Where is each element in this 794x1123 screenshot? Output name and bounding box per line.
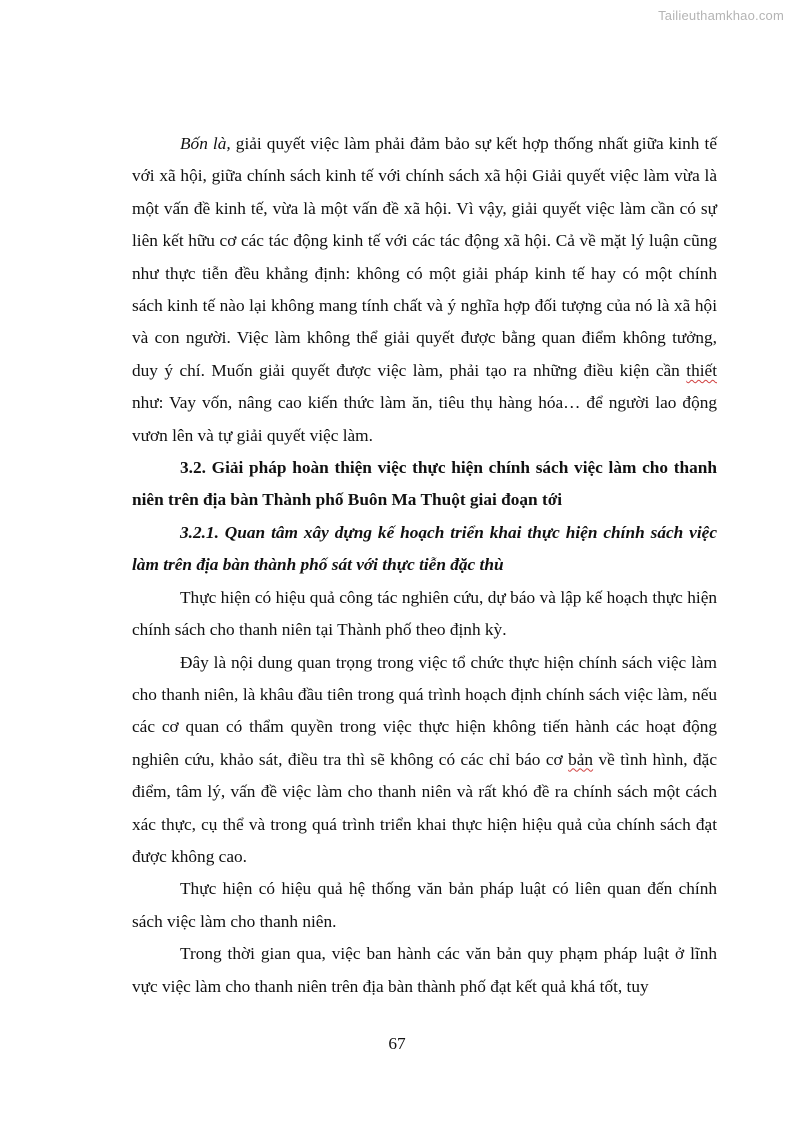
paragraph-text-continued: như: Vay vốn, nâng cao kiến thức làm ăn, tiêu thụ hàng hóa… để người lao động vươn lên và tự giải quyết việc làm. [132,393,717,445]
paragraph-text: Đây là nội dung quan trọng trong việc tổ chức thực hiện chính sách việc làm cho thanh niên, là khâu đầu tiên trong quá trình hoạch định chính sách việc làm, nếu các cơ quan có thẩm quyền trong việc thực hiện không tiến hành các hoạt động nghiên cứu, khảo sát, điều tra thì sẽ không có các chỉ báo cơ [132,652,717,769]
spellcheck-word: bản [568,749,594,769]
paragraph-legal-system: Thực hiện có hiệu quả hệ thống văn bản pháp luật có liên quan đến chính sách việc làm cho thanh niên. [132,879,717,931]
paragraph-importance [132,647,717,874]
spellcheck-word: thiết [686,360,717,380]
document-body [132,128,717,1003]
page-number: 67 [388,1034,406,1053]
paragraph-text: giải quyết việc làm phải đảm bảo sự kết hợp thống nhất giữa kinh tế với xã hội, giữa chính sách kinh tế với chính sách xã hội Giải quyết việc làm vừa là một vấn đề kinh tế, vừa là một vấn đề xã hội. Vì vậy, giải quyết việc làm cần có sự liên kết hữu cơ các tác động kinh tế với các tác động xã hội. Cả về mặt lý luận cũng như thực tiễn đều khẳng định: không có một giải pháp kinh tế hay có một chính sách kinh tế nào lại không mang tính chất và ý nghĩa hợp đối tượng của nó là xã hội và con người. Việc làm không thể giải quyết được bằng quan điểm không tưởng, duy ý chí. Muốn giải quyết được việc làm, phải tạo ra những điều kiện cần [132,134,717,380]
watermark-text: Tailieuthamkhao.com [658,8,784,23]
section-heading-3-2: 3.2. Giải pháp hoàn thiện việc thực hiện chính sách việc làm cho thanh niên trên địa bàn Thành phố Buôn Ma Thuột giai đoạn tới [132,458,717,510]
subsection-heading-3-2-1: 3.2.1. Quan tâm xây dựng kế hoạch triển khai thực hiện chính sách việc làm trên địa bàn thành phố sát với thực tiễn đặc thù [132,522,717,575]
paragraph-text-continued: về tình hình, đặc điểm, tâm lý, vấn đề việc làm cho thanh niên và rất khó đề ra chính sách một cách xác thực, cụ thể và trong quá trình triển khai thực hiện hiệu quả của chính sách đạt được không cao. [132,749,717,866]
paragraph-lead-italic: Bốn là, [180,134,231,153]
paragraph-recent-period: Trong thời gian qua, việc ban hành các văn bản quy phạm pháp luật ở lĩnh vực việc làm cho thanh niên trên địa bàn thành phố đạt kết quả khá tốt, tuy [132,944,717,996]
paragraph-bon-la [132,128,717,452]
paragraph-research: Thực hiện có hiệu quả công tác nghiên cứu, dự báo và lập kế hoạch thực hiện chính sách cho thanh niên tại Thành phố theo định kỳ. [132,587,717,640]
